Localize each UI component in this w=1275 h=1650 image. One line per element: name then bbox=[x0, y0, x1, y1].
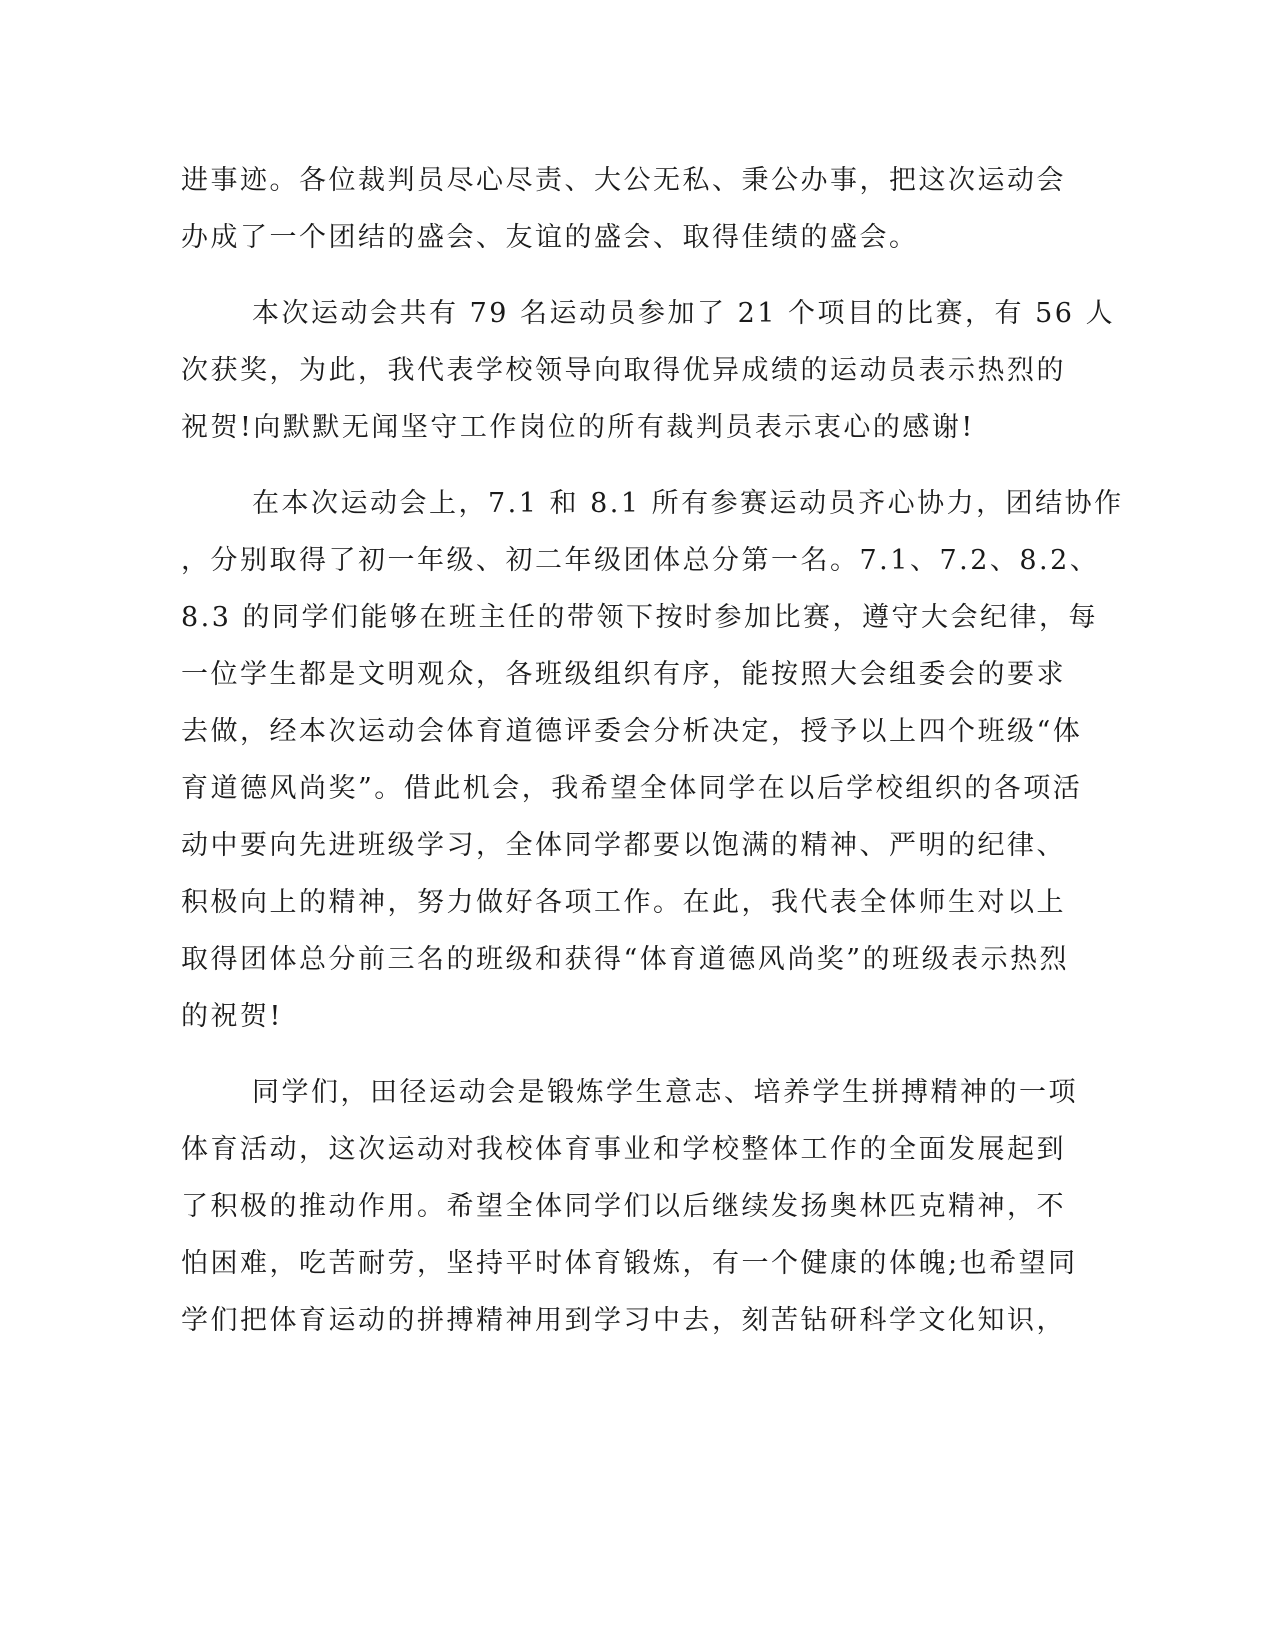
text-line: ，分别取得了初一年级、初二年级团体总分第一名。7.1、7.2、8.2、 bbox=[181, 545, 1100, 576]
text-line: 积极向上的精神，努力做好各项工作。在此，我代表全体师生对以上 bbox=[181, 887, 1066, 918]
text-line: 办成了一个团结的盛会、友谊的盛会、取得佳绩的盛会。 bbox=[181, 222, 919, 253]
text-line: 育道德风尚奖”。借此机会，我希望全体同学在以后学校组织的各项活 bbox=[181, 773, 1083, 804]
paragraph-first-line: 本次运动会共有 79 名运动员参加了 21 个项目的比赛，有 56 人 bbox=[252, 298, 1116, 329]
text-line: 8.3 的同学们能够在班主任的带领下按时参加比赛，遵守大会纪律，每 bbox=[181, 602, 1099, 633]
text-line: 了积极的推动作用。希望全体同学们以后继续发扬奥林匹克精神，不 bbox=[181, 1191, 1066, 1222]
text-line: 取得团体总分前三名的班级和获得“体育道德风尚奖”的班级表示热烈 bbox=[181, 944, 1070, 975]
text-line: 学们把体育运动的拼搏精神用到学习中去，刻苦钻研科学文化知识， bbox=[181, 1305, 1066, 1336]
paragraph-first-line: 在本次运动会上，7.1 和 8.1 所有参赛运动员齐心协力，团结协作 bbox=[252, 488, 1124, 519]
text-line: 一位学生都是文明观众，各班级组织有序，能按照大会组委会的要求 bbox=[181, 659, 1066, 690]
text-line: 怕困难，吃苦耐劳，坚持平时体育锻炼，有一个健康的体魄;也希望同 bbox=[181, 1248, 1078, 1279]
text-line: 体育活动，这次运动对我校体育事业和学校整体工作的全面发展起到 bbox=[181, 1134, 1066, 1165]
text-line: 次获奖，为此，我代表学校领导向取得优异成绩的运动员表示热烈的 bbox=[181, 355, 1066, 386]
paragraph-first-line: 同学们，田径运动会是锻炼学生意志、培养学生拼搏精神的一项 bbox=[252, 1077, 1078, 1108]
text-line: 进事迹。各位裁判员尽心尽责、大公无私、秉公办事，把这次运动会 bbox=[181, 165, 1066, 196]
text-line: 的祝贺! bbox=[181, 1001, 283, 1032]
text-line: 祝贺!向默默无闻坚守工作岗位的所有裁判员表示衷心的感谢! bbox=[181, 412, 975, 443]
text-line: 动中要向先进班级学习，全体同学都要以饱满的精神、严明的纪律、 bbox=[181, 830, 1066, 861]
text-line: 去做，经本次运动会体育道德评委会分析决定，授予以上四个班级“体 bbox=[181, 716, 1083, 747]
